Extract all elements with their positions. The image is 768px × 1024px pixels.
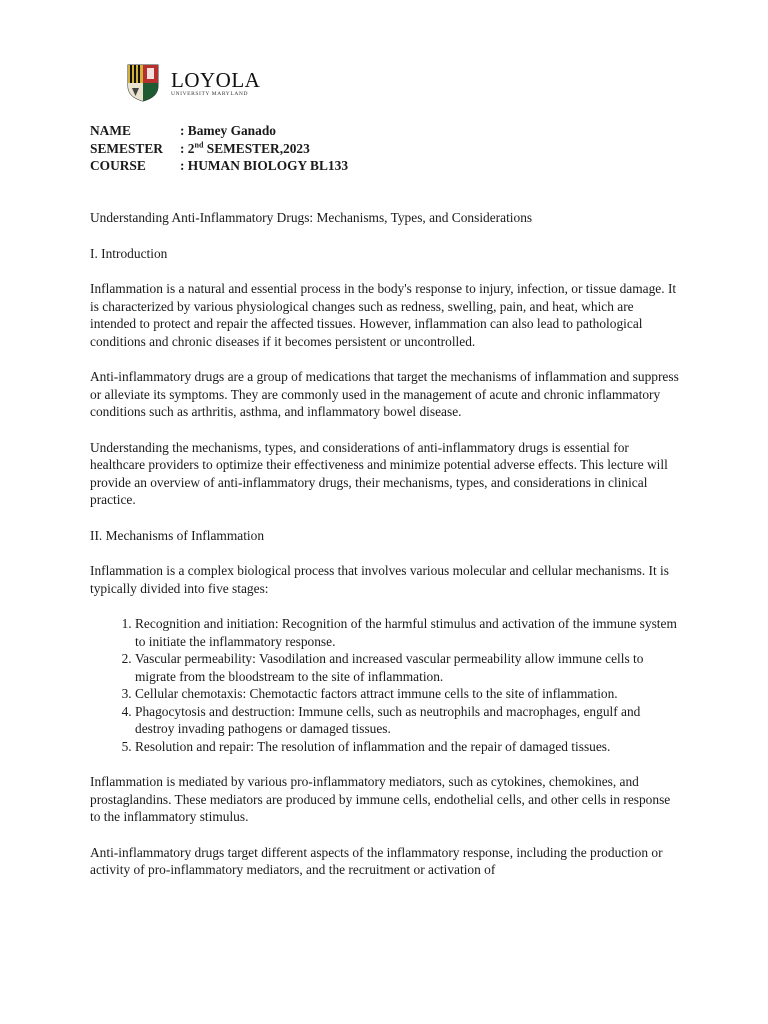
document-title: Understanding Anti-Inflammatory Drugs: Mechanisms, Types, and Considerations (90, 210, 533, 225)
logo-name: LOYOLA (171, 67, 261, 92)
university-logo (127, 64, 260, 102)
semester-value (180, 140, 310, 158)
course-row (90, 157, 348, 175)
list-item: 1. Recognition and initiation: Recognition of the harmful stimulus and activation of the immune system to initiate the inflammatory response. (135, 615, 680, 650)
student-info (90, 122, 348, 175)
semester-row (90, 140, 348, 158)
section-heading-introduction: I. Introduction (90, 245, 168, 261)
paragraph: Anti-inflammatory drugs target different aspects of the inflammatory response, including the production or activity of pro-inflammatory mediators, and the recruitment or activation of (90, 844, 663, 877)
stages-list (90, 615, 680, 755)
course-value: : HUMAN BIOLOGY BL133 (180, 158, 349, 173)
name-label: NAME (90, 123, 131, 138)
paragraph: Inflammation is mediated by various pro-inflammatory mediators, such as cytokines, chemokines, and prostaglandins. These mediators are produced by immune cells, endothelial cells, and other cells in response to the inflammatory stimulus. (90, 774, 671, 824)
semester-rest: SEMESTER,2023 (203, 140, 310, 156)
list-item: 4. Phagocytosis and destruction: Immune cells, such as neutrophils and macrophages, engulf and destroy invading pathogens or damaged tissues. (135, 703, 680, 738)
logo-subtitle: UNIVERSITY MARYLAND (171, 90, 249, 97)
list-item: 3. Cellular chemotaxis: Chemotactic factors attract immune cells to the site of inflammation. (135, 685, 680, 703)
section-heading-mechanisms: II. Mechanisms of Inflammation (90, 527, 265, 543)
paragraph: Understanding the mechanisms, types, and considerations of anti-inflammatory drugs is essential for healthcare providers to optimize their effectiveness and minimize potential adverse effects. This lecture will provide an overview of anti-inflammatory drugs, their mechanisms, types, and considerations in clinical practice. (90, 439, 668, 507)
paragraph: Inflammation is a complex biological process that involves various molecular and cellular mechanisms. It is typically divided into five stages: (90, 563, 669, 596)
list-item: 2. Vascular permeability: Vasodilation and increased vascular permeability allow immune cells to migrate from the bloodstream to the site of inflammation. (135, 650, 680, 685)
name-value: : Bamey Ganado (180, 123, 276, 138)
semester-sup: nd (194, 140, 204, 150)
paragraph: Inflammation is a natural and essential process in the body's response to injury, infection, or tissue damage. It is characterized by various physiological changes such as redness, swelling, pain, and heat, which are intended to protect and repair the affected tissues. However, inflammation can also lead to pathological conditions and chronic diseases if it becomes persistent or uncontrolled. (90, 281, 677, 349)
semester-prefix: : 2 (180, 140, 195, 156)
document-body (90, 209, 680, 897)
course-label: COURSE (90, 158, 146, 173)
list-item: 5. Resolution and repair: The resolution of inflammation and the repair of damaged tissues. (135, 738, 680, 756)
crest-icon (127, 64, 159, 102)
name-row (90, 122, 348, 140)
paragraph: Anti-inflammatory drugs are a group of medications that target the mechanisms of inflammation and suppress or alleviate its symptoms. They are commonly used in the management of acute and chronic inflammatory conditions such as arthritis, asthma, and inflammatory bowel disease. (90, 369, 679, 419)
semester-label: SEMESTER (90, 140, 163, 156)
